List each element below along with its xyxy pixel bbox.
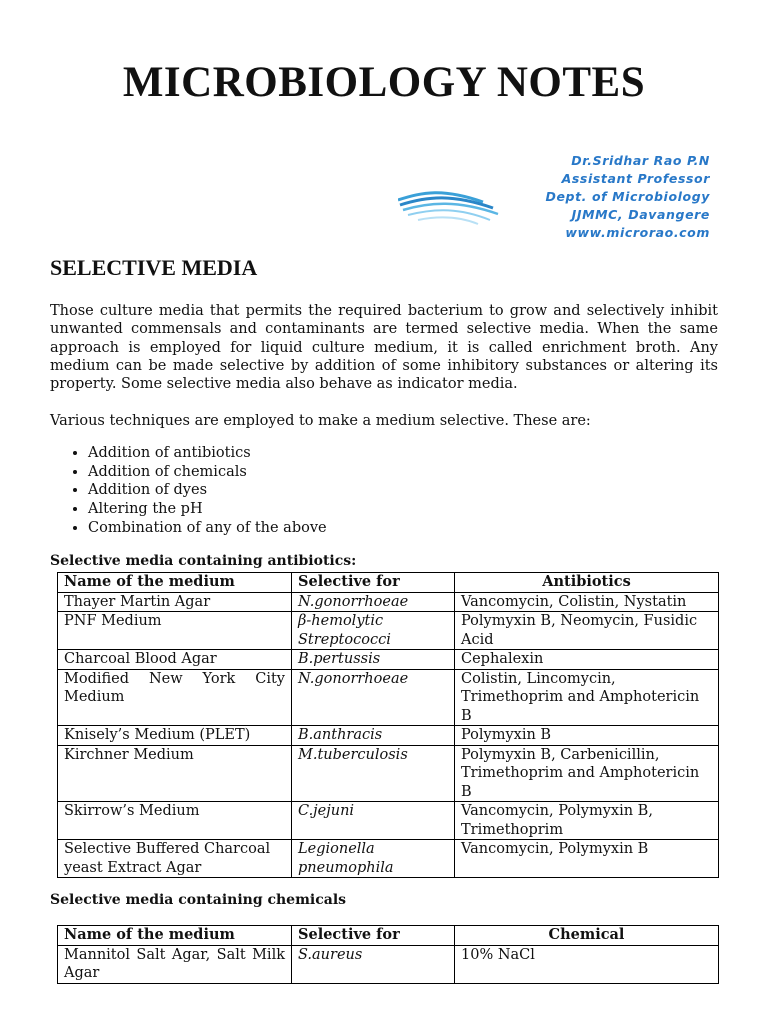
techniques-intro: Various techniques are employed to make a medium selective. These are:: [50, 413, 591, 429]
table-cell: Polymyxin B, Neomycin, Fusidic Acid: [455, 612, 719, 650]
intro-paragraph: Those culture media that permits the required bacterium to grow and selectively inhibit unwanted commensals and contaminants are termed selective media. When the same approach is employed for liquid culture medium, it is called enrichment broth. Any medium can be made selective by addition of some inhibitory substances or altering its property. Some selective media also behave as indicator media.: [50, 303, 718, 393]
list-item: • Combination of any of the above: [88, 519, 327, 538]
table-cell: Vancomycin, Colistin, Nystatin: [455, 592, 719, 612]
column-header: Name of the medium: [58, 926, 292, 946]
table-row: [58, 612, 719, 650]
table-row: [58, 840, 719, 878]
table-row: [58, 745, 719, 802]
list-item: • Addition of dyes: [88, 481, 327, 500]
table-cell: Vancomycin, Polymyxin B, Trimethoprim: [455, 802, 719, 840]
table-cell: S.aureus: [292, 945, 455, 983]
table-cell: Mannitol Salt Agar, Salt Milk Agar: [58, 945, 292, 983]
wave-logo-icon: [398, 170, 508, 240]
table-cell: Polymyxin B, Carbenicillin, Trimethoprim and Amphotericin B: [455, 745, 719, 802]
table-row: [58, 945, 719, 983]
table-cell: C.jejuni: [292, 802, 455, 840]
table-cell: Modified New York City Medium: [58, 669, 292, 726]
list-item: • Addition of chemicals: [88, 463, 327, 482]
table-cell: 10% NaCl: [455, 945, 719, 983]
table-row: [58, 592, 719, 612]
page-bottom-edge: [0, 988, 768, 1024]
table-header-row: [58, 573, 719, 593]
table-cell: B.pertussis: [292, 650, 455, 670]
table-cell: Skirrow’s Medium: [58, 802, 292, 840]
table-cell: N.gonorrhoeae: [292, 669, 455, 726]
list-item: • Addition of antibiotics: [88, 444, 327, 463]
table-header-row: [58, 926, 719, 946]
table-cell: Selective Buffered Charcoal yeast Extract Agar: [58, 840, 292, 878]
table-cell: Vancomycin, Polymyxin B: [455, 840, 719, 878]
column-header: Selective for: [292, 573, 455, 593]
table-cell: Colistin, Lincomycin, Trimethoprim and Amphotericin B: [455, 669, 719, 726]
author-logo: [398, 150, 718, 248]
table-row: [58, 802, 719, 840]
document-title: MICROBIOLOGY NOTES: [122, 59, 646, 106]
table-cell: B.anthracis: [292, 726, 455, 746]
logo-line-website: www.microrao.com: [565, 225, 710, 240]
logo-line-name: Dr.Sridhar Rao P.N: [571, 153, 710, 168]
table-cell: Kirchner Medium: [58, 745, 292, 802]
table-cell: PNF Medium: [58, 612, 292, 650]
antibiotics-table-caption: Selective media containing antibiotics:: [50, 553, 357, 569]
table-cell: β-hemolytic Streptococci: [292, 612, 455, 650]
section-title: SELECTIVE MEDIA: [50, 255, 258, 280]
table-cell: N.gonorrhoeae: [292, 592, 455, 612]
table-row: [58, 726, 719, 746]
table-cell: Legionella pneumophila: [292, 840, 455, 878]
logo-line-position: Assistant Professor: [561, 171, 710, 186]
column-header: Selective for: [292, 926, 455, 946]
table-row: [58, 669, 719, 726]
chemicals-table: [57, 925, 719, 984]
logo-line-college: JJMMC, Davangere: [571, 207, 710, 222]
column-header: Name of the medium: [58, 573, 292, 593]
antibiotics-table: [57, 572, 719, 878]
list-item: • Altering the pH: [88, 500, 327, 519]
table-row: [58, 650, 719, 670]
column-header: Chemical: [455, 926, 719, 946]
table-cell: Cephalexin: [455, 650, 719, 670]
chemicals-table-caption: Selective media containing chemicals: [50, 892, 347, 908]
column-header: Antibiotics: [455, 573, 719, 593]
table-cell: M.tuberculosis: [292, 745, 455, 802]
table-cell: Knisely’s Medium (PLET): [58, 726, 292, 746]
logo-line-department: Dept. of Microbiology: [545, 189, 710, 204]
table-cell: Charcoal Blood Agar: [58, 650, 292, 670]
table-cell: Thayer Martin Agar: [58, 592, 292, 612]
table-cell: Polymyxin B: [455, 726, 719, 746]
techniques-list: [50, 444, 327, 538]
